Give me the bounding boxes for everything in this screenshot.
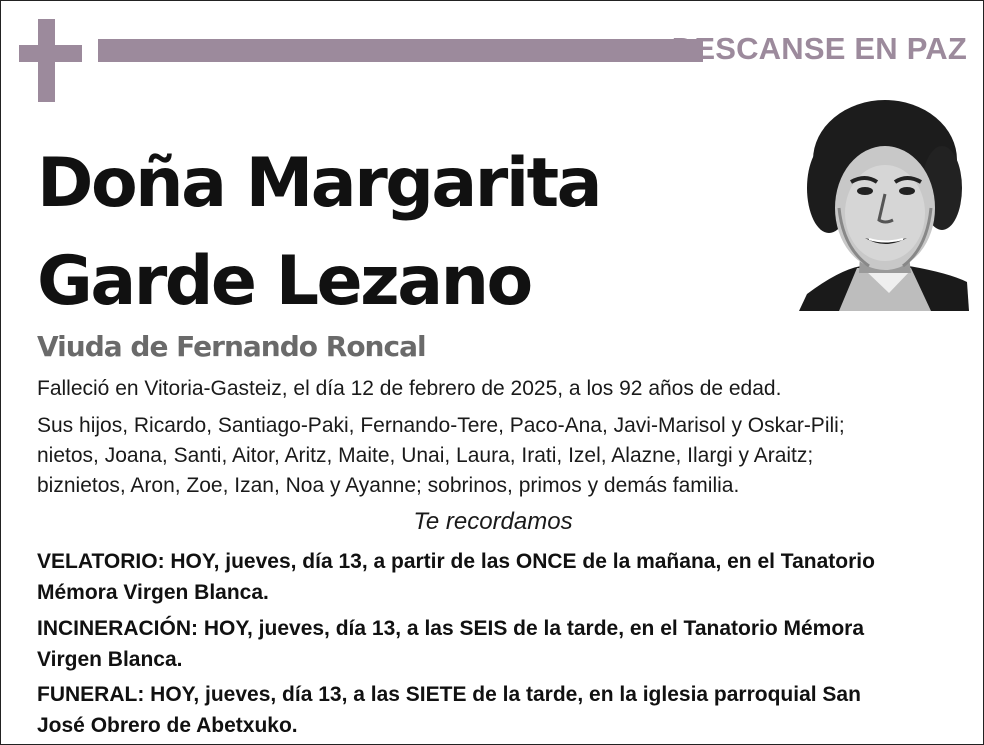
death-notice: Falleció en Vitoria-Gasteiz, el día 12 de febrero de 2025, a los 92 años de edad. [37, 377, 782, 400]
event-line-2: José Obrero de Abetxuko. [37, 714, 298, 737]
rip-label: DESCANSE EN PAZ [671, 31, 967, 66]
family-list [37, 411, 957, 501]
family-line-1: Sus hijos, Ricardo, Santiago-Paki, Fernando-Tere, Paco-Ana, Javi-Marisol y Oskar-Pili; [37, 414, 845, 437]
event-wake [37, 546, 957, 608]
event-cremation [37, 613, 957, 675]
family-line-2: nietos, Joana, Santi, Aitor, Aritz, Maite, Unai, Laura, Irati, Izel, Alazne, Ilargi y Araitz; [37, 444, 814, 467]
header-bar [98, 39, 703, 62]
name-line-2: Garde Lezano [37, 242, 531, 321]
deceased-name [37, 135, 777, 331]
event-line-2: Virgen Blanca. [37, 648, 183, 671]
widow-of-line: Viuda de Fernando Roncal [37, 330, 426, 363]
event-line-1: INCINERACIÓN: HOY, jueves, día 13, a las SEIS de la tarde, en el Tanatorio Mémora [37, 617, 865, 640]
family-line-3: biznietos, Aron, Zoe, Izan, Noa y Ayanne; sobrinos, primos y demás familia. [37, 474, 740, 497]
event-funeral [37, 679, 957, 741]
cross-icon-crossbar [19, 45, 82, 62]
portrait-photo [799, 98, 969, 311]
remembrance-line: Te recordamos [413, 508, 573, 535]
event-line-1: FUNERAL: HOY, jueves, día 13, a las SIETE de la tarde, en la iglesia parroquial San [37, 683, 861, 706]
event-line-2: Mémora Virgen Blanca. [37, 581, 269, 604]
event-line-1: VELATORIO: HOY, jueves, día 13, a partir de las ONCE de la mañana, en el Tanatorio [37, 550, 875, 573]
name-line-1: Doña Margarita [37, 144, 601, 223]
portrait-icon [799, 98, 969, 311]
